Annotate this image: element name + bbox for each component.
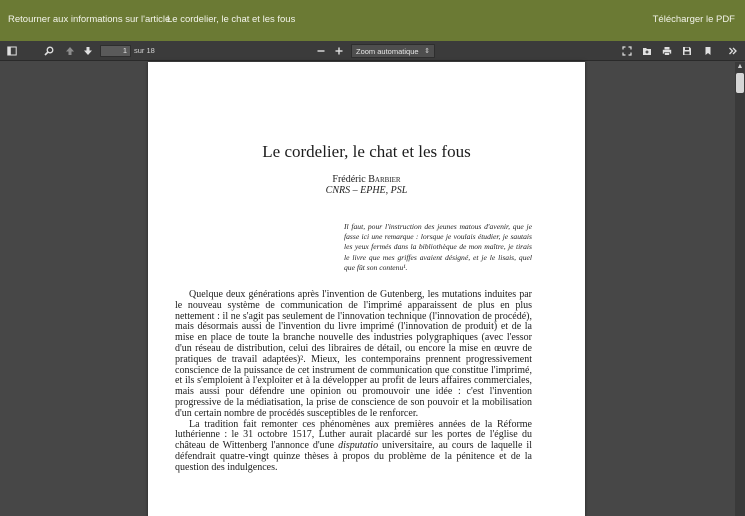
download-pdf-link[interactable]: Télécharger le PDF: [652, 14, 735, 25]
document-epigraph: Il faut, pour l'instruction des jeunes matous d'avenir, que je fasse ici une remarque : lorsque je voulais étudier, je sautais les yeux fermés dans la bibliothèque de mon maître, je tirais le livre que mes griffes avaient désigné, et je le lisais, quel que fût son contenu¹.: [344, 222, 532, 272]
author-first-name: Frédéric: [332, 174, 369, 185]
pdf-page: [148, 62, 585, 516]
double-chevron-right-icon[interactable]: [726, 44, 740, 58]
document-title: Le cordelier, le chat et les fous: [262, 142, 471, 161]
scroll-up-arrow-icon[interactable]: ▲: [736, 63, 744, 70]
page-number-input[interactable]: 1: [100, 45, 131, 57]
print-icon[interactable]: [660, 44, 674, 58]
body-paragraph: Quelque deux générations après l'invention de Gutenberg, les mutations induites par le nouveau système de communication de l'imprimé apparaissent de plus en plus nettement : il ne s'agit pas seulement de l'innovation technique (l'innovation de procédé), mais désormais aussi de l'invention du livre imprimé (l'innovation de produit) et de la mise en place de toute la branche nouvelle des industries polygraphiques (avec l'essor d'un réseau de distribution, celui des libraires de détail, ou encore la mise en œuvre de pratiques de travail adaptées)². Mieux, les contemporains prennent progressivement conscience de la puissance de cet instrument de communication que constitue l'imprimé, et ils s'emploient à l'exploiter et à la développer au profit de leurs affaires commerciales, mais aussi pour défendre une opinion ou promouvoir une idée : c'est l'invention progressive de la médiatisation, la prise de conscience de son pouvoir et la mobilisation d'un certain nombre de procédés susceptibles de le renforcer.: [175, 289, 532, 419]
paragraph-text: La tradition fait remonter ces phénomènes aux premières années de la Réforme luthérienne : le 31 octobre 1517, Luther aurait placardé sur les portes de l'église du château de Wittenberg l'annonce d'une: [175, 418, 532, 452]
document-body: [175, 290, 532, 474]
scrollbar-thumb[interactable]: [736, 73, 744, 93]
search-icon[interactable]: [42, 44, 56, 58]
paragraph-text: universitaire, au cours de laquelle il défendrait quatre-vingt quinze thèses à propos du problème de la pénitence et de la question des indulgences.: [175, 440, 532, 473]
back-to-article-link[interactable]: Retourner aux informations sur l'article: [8, 14, 171, 25]
arrow-down-icon[interactable]: [81, 44, 95, 58]
zoom-select[interactable]: [351, 44, 435, 58]
article-title-link[interactable]: Le cordelier, le chat et les fous: [167, 14, 296, 25]
bookmark-icon[interactable]: [701, 44, 715, 58]
document-author: [148, 174, 585, 185]
sidebar-toggle-icon[interactable]: [5, 44, 19, 58]
minus-icon[interactable]: [314, 44, 328, 58]
fullscreen-icon[interactable]: [620, 44, 634, 58]
body-paragraph: [175, 420, 532, 474]
article-header-bar: [0, 0, 745, 41]
chevron-updown-icon: ⇕: [424, 48, 430, 55]
arrow-up-icon[interactable]: [63, 44, 77, 58]
zoom-select-label: Zoom automatique: [356, 47, 419, 56]
save-icon[interactable]: [680, 44, 694, 58]
pdf-viewer-container[interactable]: [0, 62, 735, 516]
plus-icon[interactable]: [332, 44, 346, 58]
vertical-scrollbar[interactable]: [735, 62, 745, 516]
page-count-label: sur 18: [134, 46, 155, 55]
open-file-icon[interactable]: [640, 44, 654, 58]
paragraph-italic-term: disputatio: [338, 440, 379, 452]
author-affiliation: CNRS – EPHE, PSL: [325, 185, 408, 196]
author-last-name: Barbier: [368, 174, 401, 185]
pdf-toolbar: [0, 41, 745, 61]
